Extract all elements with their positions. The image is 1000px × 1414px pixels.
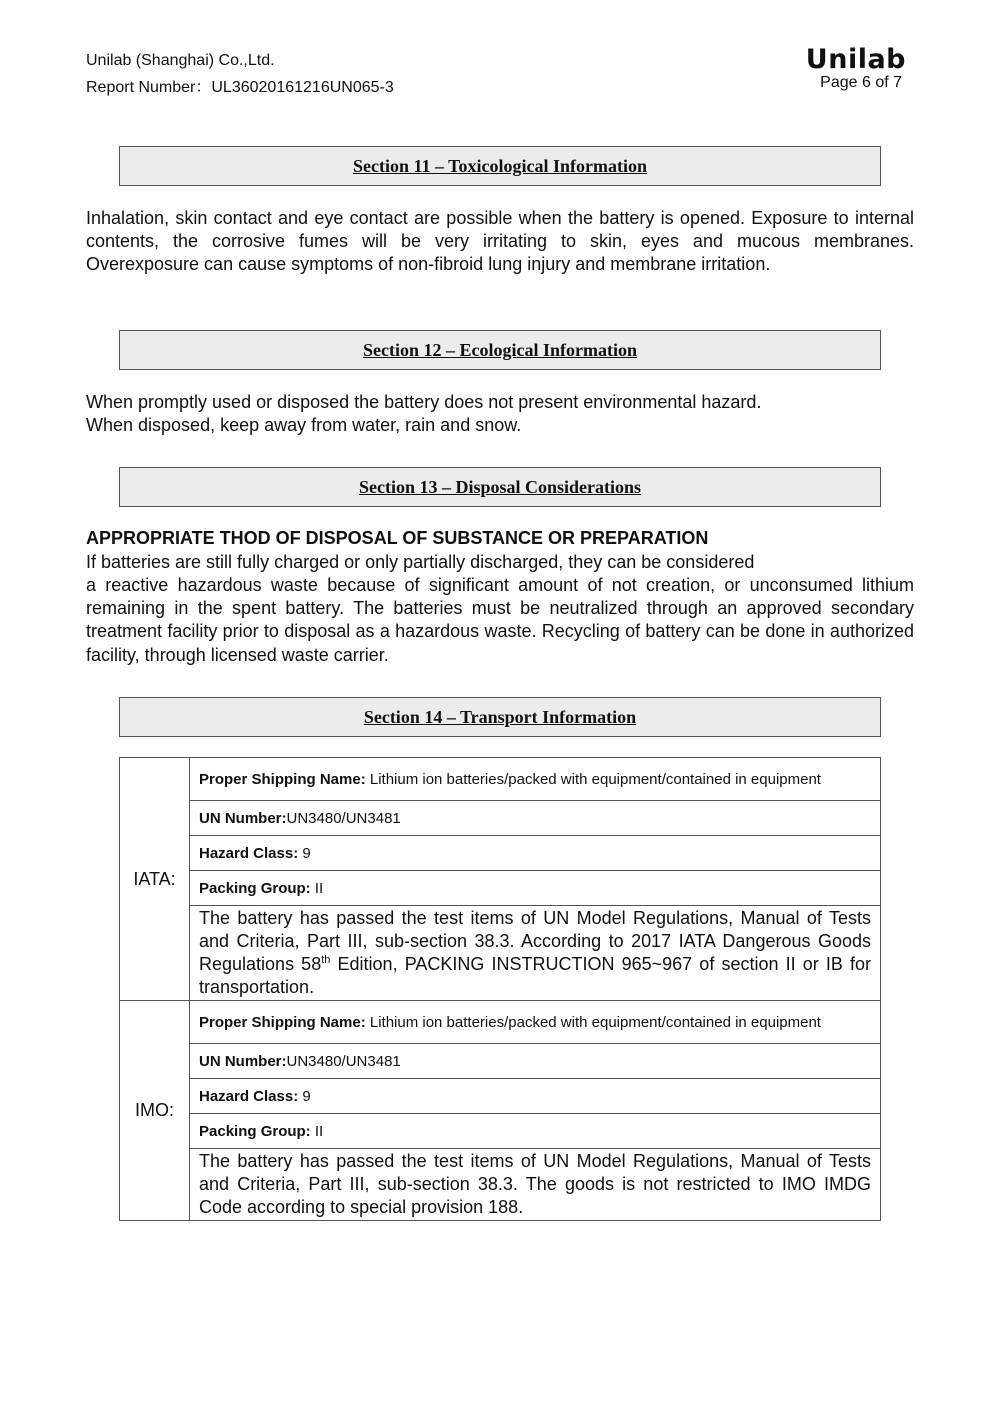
imo-psn-value: Lithium ion batteries/packed with equipment/contained in equipment: [365, 1013, 821, 1031]
iata-note: [190, 906, 881, 1001]
imo-un-value: UN3480/UN3481: [286, 1052, 401, 1070]
section-12-header: [119, 330, 881, 370]
report-number: Report Number：UL36020161216UN065-3: [86, 79, 394, 96]
section-14-header: [119, 697, 881, 737]
iata-note-superscript: th: [321, 954, 331, 966]
imo-packing-value: II: [310, 1122, 324, 1140]
imo-psn-key: Proper Shipping Name:: [199, 1013, 366, 1031]
iata-hazard-row: [120, 836, 881, 871]
disposal-body: a reactive hazardous waste because of significant amount of not creation, or unconsumed lithium remaining in the spent battery. The batteries must be neutralized through an approved secondary treatment facility prior to disposal as a hazardous waste. Recycling of battery can be done in authorized facility, through licensed waste carrier.: [86, 575, 914, 665]
iata-un-key: UN Number:: [199, 809, 287, 827]
section-12-body: [86, 391, 914, 437]
iata-un-row: [120, 801, 881, 836]
iata-hazard-value: 9: [298, 844, 311, 862]
disposal-line-1: If batteries are still fully charged or only partially discharged, they can be considered: [86, 552, 755, 572]
section-12-title: Section 12 – Ecological Information: [363, 339, 637, 360]
iata-hazard-key: Hazard Class:: [199, 844, 299, 862]
section-14-title: Section 14 – Transport Information: [363, 706, 637, 727]
iata-packing-row: [120, 871, 881, 906]
imo-hazard-value: 9: [298, 1087, 311, 1105]
iata-packing-value: II: [310, 879, 324, 897]
page-number: Page 6 of 7: [820, 74, 902, 91]
imo-packing-key: Packing Group:: [199, 1122, 311, 1140]
imo-un-row: [120, 1044, 881, 1079]
iata-psn-row: [120, 758, 881, 801]
page-header: [86, 44, 906, 96]
iata-note-row: [120, 906, 881, 1001]
transport-table: [119, 757, 881, 1221]
iata-label: IATA:: [120, 758, 190, 1001]
iata-note-part-1: The battery has passed the test items of UN Model Regulations, Manual of Tests and Criteria, Part III, sub-section 38.3. According to 2017 IATA Dangerous Goods Regulations 58: [199, 908, 871, 974]
iata-note-part-2: Edition, PACKING INSTRUCTION 965~967 of section II or IB for transportation.: [199, 954, 871, 997]
section-12-line-2: When disposed, keep away from water, rain and snow.: [86, 415, 522, 436]
section-11-body: Inhalation, skin contact and eye contact are possible when the battery is opened. Exposure to internal contents, the corrosive fumes will be very irritating to skin, eyes and mucous membranes. Overexposure can cause symptoms of non-fibroid lung injury and membrane irritation.: [86, 208, 914, 275]
iata-un-value: UN3480/UN3481: [286, 809, 401, 827]
company-name: Unilab (Shanghai) Co.,Ltd.: [86, 52, 275, 69]
imo-note-row: [120, 1149, 881, 1221]
iata-psn-value: Lithium ion batteries/packed with equipment/contained in equipment: [365, 770, 821, 788]
imo-hazard-row: [120, 1079, 881, 1114]
disposal-subheading: APPROPRIATE THOD OF DISPOSAL OF SUBSTANCE OR PREPARATION: [86, 528, 709, 548]
iata-packing-key: Packing Group:: [199, 879, 311, 897]
section-11-title: Section 11 – Toxicological Information: [352, 155, 647, 176]
section-11-header: [119, 146, 881, 186]
imo-psn-row: [120, 1001, 881, 1044]
section-13-title: Section 13 – Disposal Considerations: [358, 476, 642, 497]
section-13-header: [119, 467, 881, 507]
imo-label: IMO:: [120, 1001, 190, 1221]
imo-hazard-key: Hazard Class:: [199, 1087, 299, 1105]
imo-un-key: UN Number:: [199, 1052, 287, 1070]
section-12-line-1: When promptly used or disposed the battery does not present environmental hazard.: [86, 392, 762, 412]
unilab-logo: Unilab: [805, 44, 906, 75]
imo-note: The battery has passed the test items of UN Model Regulations, Manual of Tests and Criteria, Part III, sub-section 38.3. The goods is not restricted to IMO IMDG Code according to special provision 188.: [190, 1149, 881, 1221]
iata-psn-key: Proper Shipping Name:: [199, 770, 366, 788]
imo-packing-row: [120, 1114, 881, 1149]
